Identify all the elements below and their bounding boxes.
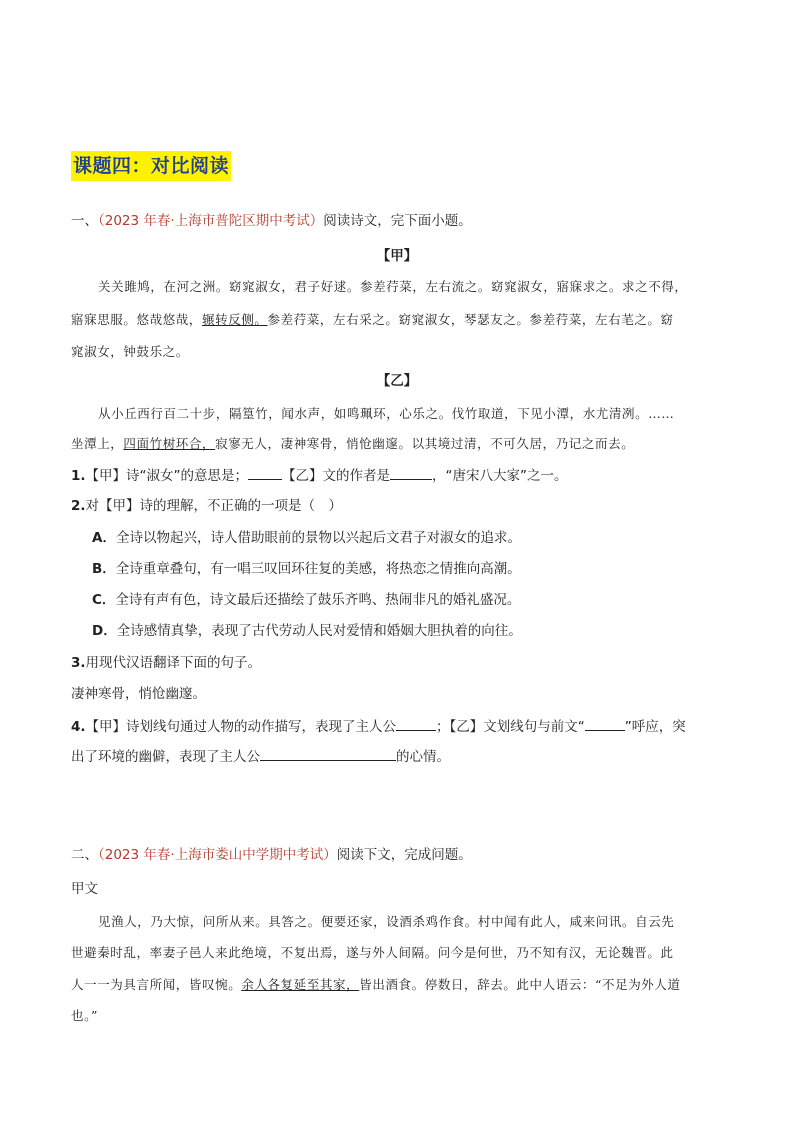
yi-underlined-sentence: 四面竹树环合，	[123, 436, 216, 451]
option-d[interactable]	[92, 621, 522, 641]
jia-line-1-text: 关关雎鸠，在河之洲。窈窕淑女，君子好逑。参差荇菜，左右流之。窈窕淑女，寤寐求之。求之不得，	[98, 279, 688, 294]
option-a[interactable]	[92, 528, 521, 548]
option-letter: B．	[92, 561, 116, 577]
question-1-number: 1.	[71, 468, 86, 484]
passage-line-3-pre: 人一一为具言所闻，皆叹惋。	[71, 977, 242, 992]
passage-line-4	[71, 1006, 726, 1026]
option-b[interactable]	[92, 559, 521, 579]
question-4-part-c: ”呼应，突	[624, 719, 686, 735]
question-3-text: 用现代汉语翻译下面的句子。	[85, 655, 262, 671]
question-1-part-a: 【甲】诗“淑女”的意思是；	[85, 468, 249, 484]
option-letter: D．	[92, 623, 117, 639]
yi-line-1-text: 从小丘西行百二十步，隔篁竹，闻水声，如鸣珮环，心乐之。伐竹取道，下见小潭，水尤清冽。……	[98, 406, 675, 421]
yi-line-1	[98, 404, 753, 424]
lesson-heading: 课题四：对比阅读	[71, 151, 231, 181]
jia-line-2-pre: 寤寐思服。悠哉悠哉，	[71, 312, 203, 327]
passage-underlined-sentence: 余人各复延至其家，	[241, 977, 360, 992]
question-4-line-2-a: 出了环境的幽僻，表现了主人公	[71, 749, 260, 765]
question-2	[71, 496, 342, 516]
section2-intro	[71, 845, 472, 865]
passage-line-4-text: 也。”	[71, 1008, 98, 1023]
yi-line-2	[71, 434, 726, 454]
section1-intro	[71, 211, 472, 231]
answer-blank[interactable]	[390, 465, 432, 480]
option-letter: A．	[92, 530, 116, 546]
passage-line-3	[71, 975, 726, 995]
passage-line-2	[71, 943, 726, 963]
option-text: 全诗重章叠句，有一唱三叹回环往复的美感，将热恋之情推向高潮。	[115, 561, 521, 577]
passage-line-1	[98, 912, 753, 932]
question-2-text: 对【甲】诗的理解，不正确的一项是（ ）	[85, 498, 343, 514]
section1-prefix: 一、	[71, 213, 98, 229]
question-4-line-2-b: 的心情。	[396, 749, 450, 765]
yi-line-2-pre: 坐潭上，	[71, 436, 124, 451]
option-text: 全诗有声有色，诗文最后还描绘了鼓乐齐鸣、热闹非凡的婚礼盛况。	[115, 592, 521, 608]
jia-line-2-post: 参差荇菜，左右采之。窈窕淑女，琴瑟友之。参差荇菜，左右芼之。窈	[267, 312, 674, 327]
jia-line-3	[71, 342, 726, 362]
passage-line-3-post: 皆出酒食。停数日，辞去。此中人语云：“不足为外人道	[359, 977, 681, 992]
answer-blank[interactable]	[396, 716, 436, 731]
question-1	[71, 465, 568, 486]
jia-line-2	[71, 310, 726, 330]
question-1-part-c: ，“唐宋八大家”之一。	[432, 468, 568, 484]
question-4-number: 4.	[71, 719, 86, 735]
text-label-jia: 甲文	[71, 881, 98, 897]
passage-line-2-text: 世避秦时乱，率妻子邑人来此绝境，不复出焉，遂与外人间隔。问今是何世，乃不知有汉，无论魏晋。此	[71, 945, 674, 960]
answer-blank[interactable]	[248, 465, 282, 480]
jia-underlined-sentence: 辗转反侧。	[202, 312, 268, 327]
section2-prefix: 二、	[71, 847, 98, 863]
question-4-part-a: 【甲】诗划线句通过人物的动作描写，表现了主人公	[85, 719, 397, 735]
question-4-part-b: ；【乙】文划线句与前文“	[436, 719, 585, 735]
question-3	[71, 653, 261, 673]
passage-line-1-text: 见渔人，乃大惊，问所从来。具答之。便要还家，设酒杀鸡作食。村中闻有此人，咸来问讯。自云先	[98, 914, 675, 929]
section1-instruction: 阅读诗文，完下面小题。	[323, 213, 472, 229]
yi-line-2-post: 寂寥无人，凄神寒骨，悄怆幽邃。以其境过清，不可久居，乃记之而去。	[215, 436, 635, 451]
option-text: 全诗以物起兴，诗人借助眼前的景物以兴起后文君子对淑女的追求。	[115, 530, 521, 546]
section1-source: （2023 年春·上海市普陀区期中考试）	[98, 213, 324, 229]
jia-line-3-text: 窕淑女，钟鼓乐之。	[71, 344, 189, 359]
option-c[interactable]	[92, 590, 520, 610]
section2-source: （2023 年春·上海市娄山中学期中考试）	[98, 847, 337, 863]
question-4-line-2	[71, 746, 450, 767]
question-4	[71, 716, 686, 737]
question-1-part-b: 【乙】文的作者是	[282, 468, 391, 484]
jia-line-1	[98, 277, 753, 297]
jia-title: 【甲】	[376, 248, 418, 264]
option-text: 全诗感情真挚，表现了古代劳动人民对爱情和婚姻大胆执着的向往。	[116, 623, 522, 639]
answer-blank[interactable]	[260, 746, 396, 761]
question-3-sentence: 凄神寒骨，悄怆幽邃。	[71, 686, 206, 702]
question-2-number: 2.	[71, 498, 86, 514]
answer-blank[interactable]	[585, 716, 625, 731]
section2-instruction: 阅读下文，完成问题。	[336, 847, 472, 863]
question-3-number: 3.	[71, 655, 86, 671]
yi-title: 【乙】	[376, 373, 418, 389]
option-letter: C．	[92, 592, 116, 608]
